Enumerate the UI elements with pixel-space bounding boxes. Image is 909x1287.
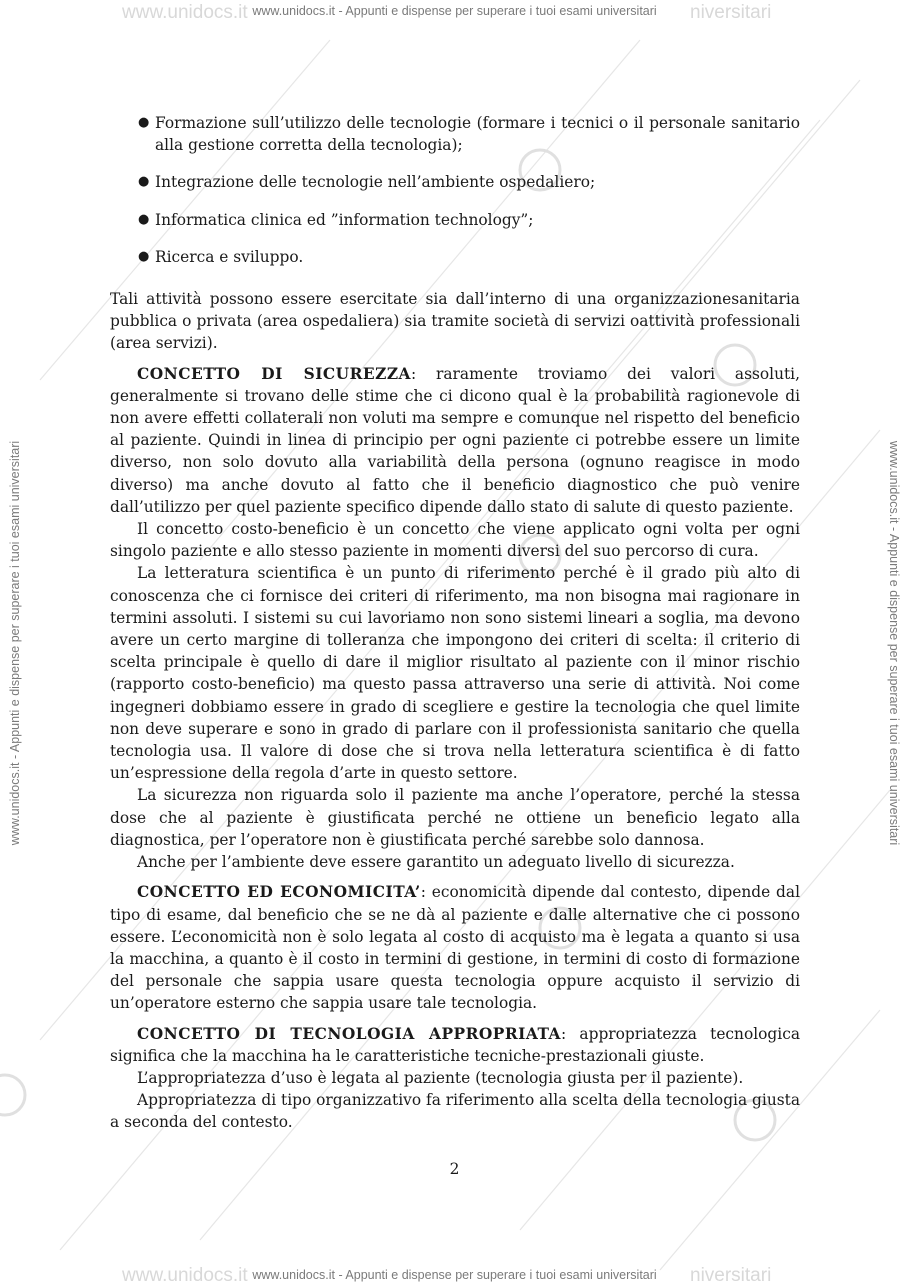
list-item: ● Informatica clinica ed ”information technology”; <box>155 209 800 231</box>
bullet-icon: ● <box>138 211 150 227</box>
document-body <box>110 112 800 1134</box>
watermark-bottom: www.unidocs.it - Appunti e dispense per superare i tuoi esami universitari <box>252 1268 657 1282</box>
watermark-ghost-right-bottom: niversitari <box>690 1265 772 1286</box>
paragraph-attivita: Tali attività possono essere esercitate sia dall’interno di una organizzazionesanitaria pubblica o privata (area ospedaliera) sia tramite società di servizi oattività professionali (area servizi). <box>110 290 800 353</box>
list-item: ● Formazione sull’utilizzo delle tecnologie (formare i tecnici o il personale sanitario alla gestione corretta della tecnologia); <box>138 114 800 155</box>
watermark-ghost-right: niversitari <box>690 2 772 23</box>
paragraph-ambiente: Anche per l’ambiente deve essere garantito un adeguato livello di sicurezza. <box>137 853 735 872</box>
paragraph-appropriatezza-organizzativa: Appropriatezza di tipo organizzativo fa riferimento alla scelta della tecnologia giusta a seconda del contesto. <box>110 1091 800 1132</box>
bullet-icon: ● <box>138 115 150 130</box>
heading-sicurezza: CONCETTO DI SICUREZZA <box>137 364 411 383</box>
paragraph-appropriatezza-uso: L’appropriatezza d’uso è legata al paziente (tecnologia giusta per il paziente). <box>137 1068 744 1087</box>
paragraph-economicita: CONCETTO ED ECONOMICITA’: economicità dipende dal contesto, dipende dal tipo di esame, dal beneficio che se ne dà al paziente e dalle alternative che ci possono essere. L’economicità non è solo legata al costo di acquisto ma è legata a quanto si usa la macchina, a quanto è il costo in termini di gestione, in termini di costo di formazione del personale che sappia usare questa tecnologia oppure acquisto il servizio di un’operatore esterno che sappia usare tale tecnologia. <box>110 883 801 1013</box>
paragraph-tecnologia-appropriata: CONCETTO DI TECNOLOGIA APPROPRIATA: appropriatezza tecnologica significa che la macchina ha le caratteristiche tecniche-prestazionali giuste. <box>110 1024 800 1065</box>
paragraph-sicurezza: CONCETTO DI SICUREZZA: raramente troviamo dei valori assoluti, generalmente si trovano delle stime che ci dicono qual è la probabilità ragionevole di non avere effetti collaterali non voluti ma sempre e comunque nel rispetto del beneficio al paziente. Quindi in linea di principio per ogni paziente ci potrebbe essere un limite diverso, non solo dovuto alla variabilità della persona (ognuno reagisce in modo diverso) ma anche dovuto al fatto che il beneficio diagnostico che può venire dall’utilizzo per quel paziente specifico dipende dallo stato di salute di questo paziente. <box>110 364 800 516</box>
paragraph-costo-beneficio: Il concetto costo-beneficio è un concetto che viene applicato ogni volta per ogni singolo paziente e allo stesso paziente in momenti diversi del suo percorso di cura. <box>110 520 800 561</box>
heading-economicita: CONCETTO ED ECONOMICITA’ <box>137 883 421 902</box>
bullet-list <box>110 112 800 268</box>
watermark-ghost-left-bottom: www.unidocs.it <box>122 1265 248 1286</box>
watermark-right: www.unidocs.it - Appunti e dispense per superare i tuoi esami universitari <box>887 440 901 846</box>
heading-tecnologia-appropriata: CONCETTO DI TECNOLOGIA APPROPRIATA <box>137 1024 562 1043</box>
list-item: ● Integrazione delle tecnologie nell’ambiente ospedaliero; <box>155 171 800 193</box>
bullet-icon: ● <box>138 248 150 264</box>
page-number: 2 <box>449 1160 460 1178</box>
watermark-left: www.unidocs.it - Appunti e dispense per superare i tuoi esami universitari <box>8 440 22 846</box>
paragraph-letteratura: La letteratura scientifica è un punto di riferimento perché è il grado più alto di conoscenza che ci fornisce dei criteri di riferimento, ma non bisogna mai ragionare in termini assoluti. I sistemi su cui lavoriamo non sono sistemi lineari a soglia, ma devono avere un certo margine di tolleranza che impongono dei criteri di scelta: il criterio di scelta principale è quello di dare il miglior risultato al paziente con il minor rischio (rapporto costo-beneficio) ma questo passa attraverso una serie di attività. Noi come ingegneri dobbiamo essere in grado di scegliere e gestire la tecnologia che quel limite non deve superare e sono in grado di parlare con il professionista sanitario che quella tecnologia usa. Il valore di dose che si trova nella letteratura scientifica è di fatto un’espressione della regola d’arte in questo settore. <box>110 564 800 783</box>
paragraph-operatore: La sicurezza non riguarda solo il paziente ma anche l’operatore, perché la stessa dose che al paziente è giustificata perché ne ottiene un beneficio legato alla diagnostica, per l’operatore non è giustificata perché sarebbe solo dannosa. <box>110 786 800 849</box>
watermark-ghost-left: www.unidocs.it <box>122 2 248 23</box>
watermark-top: www.unidocs.it - Appunti e dispense per superare i tuoi esami universitari <box>252 4 657 18</box>
bullet-icon: ● <box>138 174 150 190</box>
list-item: ● Ricerca e sviluppo. <box>155 246 800 268</box>
